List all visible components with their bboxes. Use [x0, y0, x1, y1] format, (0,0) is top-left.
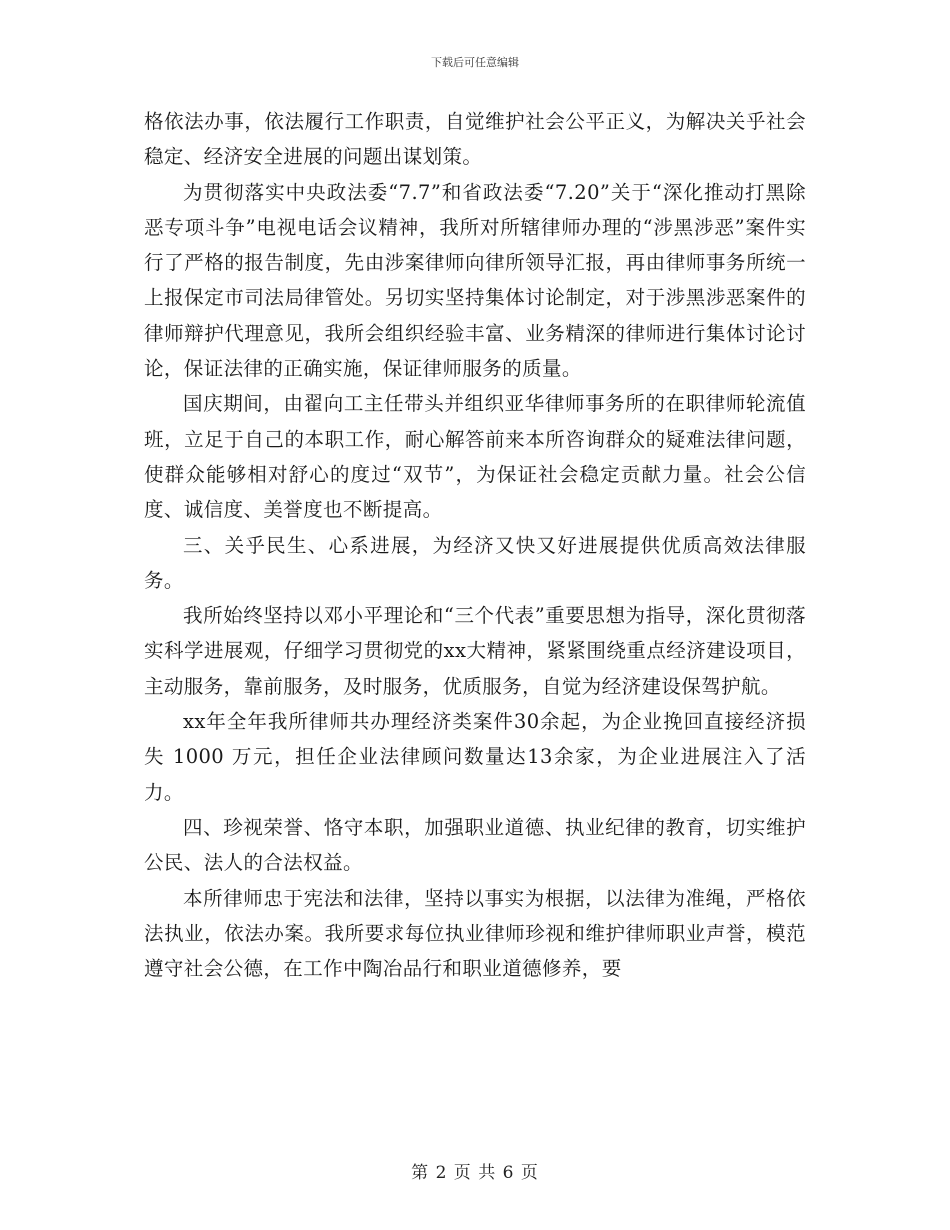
- page-header: 下载后可任意编辑: [431, 56, 519, 69]
- paragraph-2: 为贯彻落实中央政法委“7.7”和省政法委“7.20”关于“深化推动打黑除恶专项斗争”电视电话会议精神，我所对所辖律师办理的“涉黑涉恶”案件实行了严格的报告制度，先由涉案律师向律所领导汇报，再由律师事务所统一上报保定市司法局律管处。另切实坚持集体讨论制定，对于涉黑涉恶案件的律师辩护代理意见，我所会组织经验丰富、业务精深的律师进行集体讨论讨论，保证法律的正确实施，保证律师服务的质量。: [144, 180, 806, 381]
- paragraph-5: xx年全年我所律师共办理经济类案件30余起，为企业挽回直接经济损失 1000 万元，担任企业法律顾问数量达13余家，为企业进展注入了活力。: [144, 710, 806, 804]
- paragraph-4: 我所始终坚持以邓小平理论和“三个代表”重要思想为指导，深化贯彻落实科学进展观，仔细学习贯彻党的xx大精神，紧紧围绕重点经济建设项目，主动服务，靠前服务，及时服务，优质服务，自觉为经济建设保驾护航。: [144, 604, 806, 698]
- page-footer: 第 2 页 共 6 页: [411, 1163, 539, 1183]
- paragraph-3: 国庆期间，由翟向工主任带头并组织亚华律师事务所的在职律师轮流值班，立足于自己的本职工作，耐心解答前来本所咨询群众的疑难法律问题，使群众能够相对舒心的度过“双节”，为保证社会稳定贡献力量。社会公信度、诚信度、美誉度也不断提高。: [144, 392, 806, 522]
- paragraph-1: 格依法办事，依法履行工作职责，自觉维护社会公平正义，为解决关乎社会稳定、经济安全进展的问题出谋划策。: [144, 110, 806, 169]
- document-body: [144, 104, 806, 986]
- paragraph-6: 本所律师忠于宪法和法律，坚持以事实为根据，以法律为准绳，严格依法执业，依法办案。我所要求每位执业律师珍视和维护律师职业声誉，模范遵守社会公德，在工作中陶冶品行和职业道德修养，要: [144, 886, 806, 981]
- section-heading-3: 三、关乎民生、心系进展，为经济又快又好进展提供优质高效法律服务。: [144, 533, 806, 592]
- section-heading-4: 四、珍视荣誉、恪守本职，加强职业道德、执业纪律的教育，切实维护公民、法人的合法权益。: [144, 815, 806, 875]
